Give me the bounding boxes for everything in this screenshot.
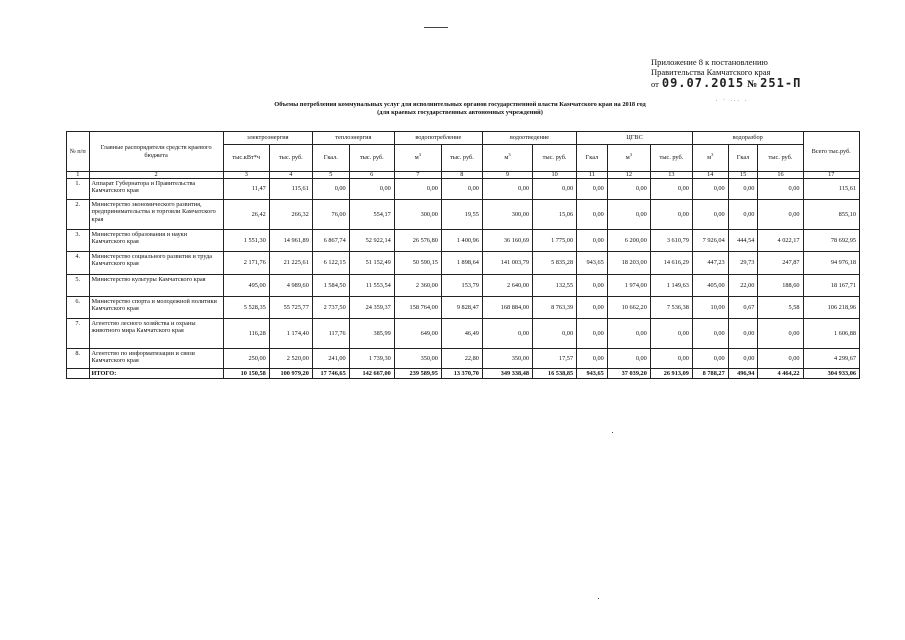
- row-value: 350,00: [394, 349, 441, 369]
- row-value: 46,49: [441, 319, 482, 349]
- row-value: 0,00: [758, 200, 803, 230]
- row-value: 1 775,00: [533, 230, 577, 252]
- row-value: 6 867,74: [312, 230, 349, 252]
- column-index: 17: [803, 172, 859, 179]
- row-organization-name: Аппарат Губернатора и Правительства Камчатского края: [89, 179, 223, 200]
- row-value: 76,00: [312, 200, 349, 230]
- row-value: 0,00: [607, 179, 650, 200]
- row-value: 10,00: [692, 297, 728, 319]
- header-unit: тыс. руб.: [269, 145, 312, 172]
- row-organization-name: Министерство спорта и молодежной политики Камчатского края: [89, 297, 223, 319]
- row-value: 22,00: [728, 275, 758, 297]
- unit-superscript: 3: [418, 152, 421, 158]
- total-value: 8 788,27: [692, 369, 728, 379]
- row-value: 0,00: [728, 319, 758, 349]
- row-value: 0,00: [650, 179, 692, 200]
- row-value: 26 576,80: [394, 230, 441, 252]
- row-value: 11 553,54: [349, 275, 394, 297]
- row-value: 1 898,64: [441, 252, 482, 275]
- row-value: 0,00: [728, 179, 758, 200]
- column-index: 10: [533, 172, 577, 179]
- column-index: 13: [650, 172, 692, 179]
- row-value: 0,00: [577, 275, 608, 297]
- row-value: 6 122,15: [312, 252, 349, 275]
- row-number: 1.: [67, 179, 90, 200]
- row-value: 0,00: [482, 179, 532, 200]
- row-value: 116,28: [223, 319, 269, 349]
- row-value: 188,60: [758, 275, 803, 297]
- row-value: 0,00: [728, 200, 758, 230]
- header-group-water-supply: водопотребление: [394, 132, 482, 145]
- row-value: 0,00: [394, 179, 441, 200]
- unit-text: м: [504, 154, 509, 162]
- row-value: 855,10: [803, 200, 859, 230]
- table-row: [67, 200, 860, 230]
- total-value: 4 464,22: [758, 369, 803, 379]
- row-value: 21 225,61: [269, 252, 312, 275]
- row-number: 7.: [67, 319, 90, 349]
- table-row: [67, 230, 860, 252]
- row-value: 51 152,49: [349, 252, 394, 275]
- column-index: 5: [312, 172, 349, 179]
- row-value: 0,00: [577, 230, 608, 252]
- row-value: 405,00: [692, 275, 728, 297]
- row-value: 78 692,95: [803, 230, 859, 252]
- column-index: 9: [482, 172, 532, 179]
- row-value: 0,00: [758, 349, 803, 369]
- header-unit: [482, 145, 532, 172]
- row-value: 2 640,00: [482, 275, 532, 297]
- column-index-row: [67, 172, 860, 179]
- row-number: 3.: [67, 230, 90, 252]
- row-value: 11,47: [223, 179, 269, 200]
- document-title: [120, 101, 800, 117]
- row-organization-name: Министерство социального развития и труда Камчатского края: [89, 252, 223, 275]
- row-value: 0,00: [607, 319, 650, 349]
- header-unit: [607, 145, 650, 172]
- row-number: 5.: [67, 275, 90, 297]
- column-index: 11: [577, 172, 608, 179]
- header-unit: тыс. руб.: [758, 145, 803, 172]
- row-value: 0,00: [577, 179, 608, 200]
- row-value: 447,23: [692, 252, 728, 275]
- row-value: 24 359,37: [349, 297, 394, 319]
- row-value: 241,00: [312, 349, 349, 369]
- column-index: 8: [441, 172, 482, 179]
- row-value: 2 171,76: [223, 252, 269, 275]
- unit-superscript: 3: [629, 152, 632, 158]
- header-unit: тыс. руб.: [533, 145, 577, 172]
- table-row: [67, 179, 860, 200]
- total-value: 10 150,58: [223, 369, 269, 379]
- total-value: 26 913,09: [650, 369, 692, 379]
- column-index: 16: [758, 172, 803, 179]
- row-value: 141 003,79: [482, 252, 532, 275]
- unit-text: м: [625, 154, 630, 162]
- column-index: 12: [607, 172, 650, 179]
- row-value: 2 737,50: [312, 297, 349, 319]
- column-index: 15: [728, 172, 758, 179]
- row-value: 19,55: [441, 200, 482, 230]
- row-value: 52 922,14: [349, 230, 394, 252]
- row-value: 1 149,63: [650, 275, 692, 297]
- row-value: 2 520,00: [269, 349, 312, 369]
- row-value: 26,42: [223, 200, 269, 230]
- row-value: 0,00: [692, 179, 728, 200]
- row-value: 7 536,38: [650, 297, 692, 319]
- row-value: 106 218,96: [803, 297, 859, 319]
- row-organization-name: Агентство лесного хозяйства и охраны животного мира Камчатского края: [89, 319, 223, 349]
- scan-speck: [424, 27, 448, 28]
- row-value: 250,00: [223, 349, 269, 369]
- row-value: 0,00: [728, 349, 758, 369]
- header-group-heat: теплоэнергия: [312, 132, 394, 145]
- row-number: 2.: [67, 200, 90, 230]
- column-index: 7: [394, 172, 441, 179]
- total-value: 142 667,00: [349, 369, 394, 379]
- row-value: 0,00: [577, 319, 608, 349]
- header-unit: Гкал: [577, 145, 608, 172]
- row-value: 300,00: [482, 200, 532, 230]
- table-row: [67, 319, 860, 349]
- row-value: 7 926,04: [692, 230, 728, 252]
- row-value: 168 884,00: [482, 297, 532, 319]
- header-unit: тыс.кВт*ч: [223, 145, 269, 172]
- scan-speck: [598, 598, 599, 599]
- unit-superscript: 3: [711, 152, 714, 158]
- row-organization-name: Министерство экономического развития, предпринимательства и торговли Камчатского края: [89, 200, 223, 230]
- row-value: 0,00: [650, 319, 692, 349]
- row-value: 153,79: [441, 275, 482, 297]
- row-value: 495,00: [223, 275, 269, 297]
- header-group-electricity: электроэнергия: [223, 132, 312, 145]
- header-unit: тыс. руб.: [650, 145, 692, 172]
- row-value: 10 662,20: [607, 297, 650, 319]
- row-value: 6 200,00: [607, 230, 650, 252]
- header-unit: [692, 145, 728, 172]
- header-name: Главные распорядители средств краевого бюджета: [89, 132, 223, 172]
- appendix-line-1: Приложение 8 к постановлению: [651, 57, 768, 67]
- total-value: 17 746,65: [312, 369, 349, 379]
- row-value: 4 022,17: [758, 230, 803, 252]
- row-value: 0,00: [349, 179, 394, 200]
- row-value: 1 739,30: [349, 349, 394, 369]
- row-value: 1 400,96: [441, 230, 482, 252]
- header-num: № п/п: [67, 132, 90, 172]
- row-organization-name: Агентство по информатизации и связи Камчатского края: [89, 349, 223, 369]
- row-value: 5,58: [758, 297, 803, 319]
- header-unit: тыс. руб.: [441, 145, 482, 172]
- unit-superscript: 3: [508, 152, 511, 158]
- row-value: 0,00: [533, 319, 577, 349]
- row-value: 8 763,39: [533, 297, 577, 319]
- appendix-from-prefix: от: [651, 79, 659, 89]
- row-value: 0,00: [692, 319, 728, 349]
- appendix-block: [651, 57, 851, 90]
- total-value: 37 039,20: [607, 369, 650, 379]
- scan-speck: [612, 432, 613, 433]
- row-value: 9 828,47: [441, 297, 482, 319]
- row-value: 0,00: [577, 200, 608, 230]
- column-index: 6: [349, 172, 394, 179]
- header-group-drainage: водоотведение: [482, 132, 576, 145]
- column-index: 3: [223, 172, 269, 179]
- row-value: 0,00: [650, 349, 692, 369]
- row-value: 22,80: [441, 349, 482, 369]
- row-value: 247,87: [758, 252, 803, 275]
- row-organization-name: Министерство образования и науки Камчатского края: [89, 230, 223, 252]
- appendix-number: 251-П: [760, 76, 802, 90]
- appendix-date: 09.07.2015: [661, 76, 745, 90]
- row-value: 0,00: [607, 200, 650, 230]
- row-number: 6.: [67, 297, 90, 319]
- row-value: 158 764,00: [394, 297, 441, 319]
- row-value: 0,00: [650, 200, 692, 230]
- row-value: 0,00: [577, 349, 608, 369]
- row-value: 0,00: [692, 349, 728, 369]
- row-value: 5 835,28: [533, 252, 577, 275]
- total-value: 100 979,20: [269, 369, 312, 379]
- row-value: 18 203,00: [607, 252, 650, 275]
- row-value: 14 961,89: [269, 230, 312, 252]
- row-value: 117,76: [312, 319, 349, 349]
- row-value: 29,73: [728, 252, 758, 275]
- row-value: 0,00: [758, 179, 803, 200]
- row-value: 0,00: [758, 319, 803, 349]
- row-value: 554,17: [349, 200, 394, 230]
- unit-text: м: [414, 154, 419, 162]
- row-value: 132,55: [533, 275, 577, 297]
- row-value: 943,65: [577, 252, 608, 275]
- row-organization-name: Министерство культуры Камчатского края: [89, 275, 223, 297]
- row-value: 1 584,50: [312, 275, 349, 297]
- row-value: 14 616,29: [650, 252, 692, 275]
- row-number: 8.: [67, 349, 90, 369]
- row-value: 115,61: [269, 179, 312, 200]
- row-value: 649,00: [394, 319, 441, 349]
- header-unit: Гкал: [728, 145, 758, 172]
- row-value: 0,00: [312, 179, 349, 200]
- total-label: ИТОГО:: [89, 369, 223, 379]
- row-value: 1 606,88: [803, 319, 859, 349]
- row-number: 4.: [67, 252, 90, 275]
- total-value: 239 589,95: [394, 369, 441, 379]
- column-index: 14: [692, 172, 728, 179]
- row-value: 0,00: [607, 349, 650, 369]
- row-value: 5 528,35: [223, 297, 269, 319]
- row-value: 0,00: [692, 200, 728, 230]
- row-value: 444,54: [728, 230, 758, 252]
- column-index: 2: [89, 172, 223, 179]
- row-value: 18 167,71: [803, 275, 859, 297]
- row-value: 0,00: [482, 319, 532, 349]
- row-value: 50 590,15: [394, 252, 441, 275]
- total-value: 16 538,85: [533, 369, 577, 379]
- row-value: 0,00: [533, 179, 577, 200]
- total-value: 943,65: [577, 369, 608, 379]
- scan-marks: . · ... .: [716, 97, 748, 103]
- total-value: 349 338,48: [482, 369, 532, 379]
- row-value: 17,57: [533, 349, 577, 369]
- row-value: 94 976,18: [803, 252, 859, 275]
- header-group-hot-water: ЦГВС: [577, 132, 693, 145]
- row-value: 2 360,00: [394, 275, 441, 297]
- row-value: 115,61: [803, 179, 859, 200]
- total-value: 304 933,06: [803, 369, 859, 379]
- total-number-cell: [67, 369, 90, 379]
- row-value: 0,00: [577, 297, 608, 319]
- unit-text: м: [707, 154, 712, 162]
- row-value: 3 610,79: [650, 230, 692, 252]
- table-row: [67, 297, 860, 319]
- row-value: 266,32: [269, 200, 312, 230]
- row-value: 4 989,60: [269, 275, 312, 297]
- document-title-line-2: (для краевых государственных автономных учреждений): [377, 109, 543, 116]
- table-row: [67, 275, 860, 297]
- row-value: 385,99: [349, 319, 394, 349]
- header-unit: Гкал.: [312, 145, 349, 172]
- table-row: [67, 349, 860, 369]
- header-group-water-intake: водоразбор: [692, 132, 803, 145]
- total-row: [67, 369, 860, 379]
- appendix-number-sign: №: [747, 79, 758, 90]
- column-index: 4: [269, 172, 312, 179]
- header-total: Всего тыс.руб.: [803, 132, 859, 172]
- column-index: 1: [67, 172, 90, 179]
- appendix-line-2: Правительства Камчатского края: [651, 67, 771, 77]
- header-unit: тыс. руб.: [349, 145, 394, 172]
- row-value: 350,00: [482, 349, 532, 369]
- row-value: 1 974,00: [607, 275, 650, 297]
- table-body: [67, 179, 860, 379]
- row-value: 1 174,40: [269, 319, 312, 349]
- row-value: 4 299,67: [803, 349, 859, 369]
- row-value: 300,00: [394, 200, 441, 230]
- total-value: 13 370,70: [441, 369, 482, 379]
- header-unit: [394, 145, 441, 172]
- header-row-groups: [67, 132, 860, 145]
- consumption-table: [66, 131, 860, 379]
- table-row: [67, 252, 860, 275]
- row-value: 55 725,77: [269, 297, 312, 319]
- row-value: 1 551,30: [223, 230, 269, 252]
- total-value: 496,94: [728, 369, 758, 379]
- row-value: 15,06: [533, 200, 577, 230]
- row-value: 0,67: [728, 297, 758, 319]
- appendix-date-row: [651, 78, 851, 90]
- row-value: 36 160,69: [482, 230, 532, 252]
- document-title-line-1: Объемы потребления коммунальных услуг для исполнительных органов государственной власти Камчатского края на 2018 год: [274, 101, 646, 108]
- row-value: 0,00: [441, 179, 482, 200]
